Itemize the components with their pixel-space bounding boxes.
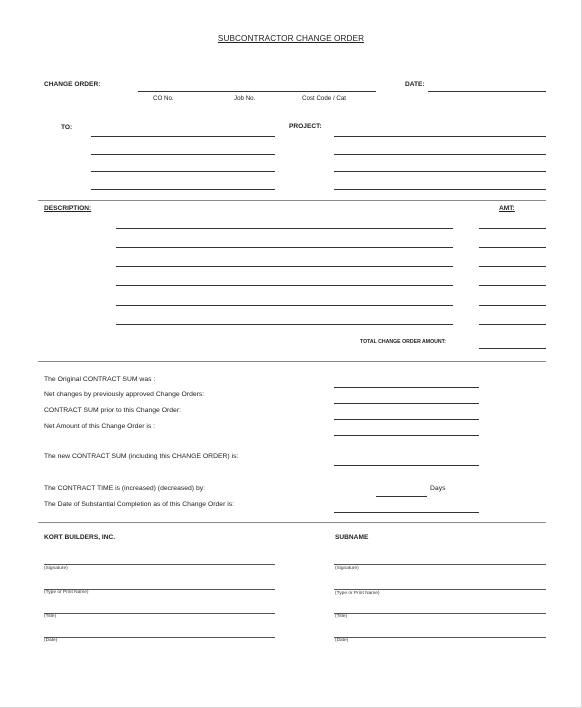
amount-line[interactable] (479, 305, 546, 306)
amt-label: AMT: (499, 205, 515, 212)
left-title-line[interactable] (44, 613, 275, 614)
right-name-caption: (Type or Print Name) (335, 591, 380, 596)
contract-time-field[interactable] (376, 496, 427, 497)
right-title-caption: (Title) (335, 614, 348, 619)
amount-line[interactable] (479, 247, 546, 248)
description-line[interactable] (116, 324, 453, 325)
net-amount-label: Net Amount of this Change Order is : (44, 423, 156, 430)
contract-time-label: The CONTRACT TIME is (increased) (decreased) by: (44, 485, 206, 492)
to-line-1[interactable] (91, 136, 275, 137)
project-line-1[interactable] (334, 136, 546, 137)
left-date-caption: (Date) (44, 638, 58, 643)
to-line-2[interactable] (91, 154, 275, 155)
cost-code-caption: Cost Code / Cat (302, 95, 347, 102)
left-company-name: KORT BUILDERS, INC. (44, 534, 116, 541)
net-amount-field[interactable] (334, 435, 479, 436)
date-label: DATE: (405, 81, 425, 88)
original-sum-label: The Original CONTRACT SUM was : (44, 376, 156, 383)
to-label: TO: (61, 124, 73, 131)
prior-sum-label: CONTRACT SUM prior to this Change Order: (44, 407, 181, 414)
new-sum-label: The new CONTRACT SUM (including this CHANGE ORDER) is: (44, 453, 239, 460)
left-name-caption: (Type or Print Name) (44, 590, 89, 595)
section-divider (38, 361, 546, 362)
right-title-line[interactable] (334, 613, 546, 614)
completion-date-label: The Date of Substantial Completion as of this Change Order is: (44, 501, 235, 508)
left-date-line[interactable] (44, 637, 275, 638)
net-changes-field[interactable] (334, 403, 479, 404)
total-amount-line[interactable] (479, 348, 546, 349)
description-line[interactable] (116, 305, 453, 306)
co-no-caption: CO No. (153, 95, 174, 102)
left-title-caption: (Title) (44, 614, 57, 619)
right-signature-line[interactable] (334, 564, 546, 565)
amount-line[interactable] (479, 324, 546, 325)
description-line[interactable] (116, 266, 453, 267)
description-label: DESCRIPTION: (44, 205, 92, 212)
change-order-label: CHANGE ORDER: (44, 81, 101, 88)
amount-line[interactable] (479, 285, 546, 286)
right-date-caption: (Date) (335, 638, 349, 643)
completion-date-field[interactable] (334, 512, 479, 513)
section-divider (38, 200, 546, 201)
amount-line[interactable] (479, 228, 546, 229)
project-line-2[interactable] (334, 154, 546, 155)
description-line[interactable] (116, 228, 453, 229)
right-signature-caption: (Signature) (335, 566, 359, 571)
left-signature-caption: (Signature) (44, 566, 68, 571)
date-field[interactable] (428, 91, 546, 92)
project-line-3[interactable] (334, 171, 546, 172)
right-name-line[interactable] (334, 589, 546, 590)
prior-sum-field[interactable] (334, 419, 479, 420)
new-sum-field[interactable] (334, 465, 479, 466)
right-date-line[interactable] (334, 637, 546, 638)
to-line-3[interactable] (91, 171, 275, 172)
total-amount-label: TOTAL CHANGE ORDER AMOUNT: (360, 339, 446, 345)
to-line-4[interactable] (91, 189, 275, 190)
right-company-name: SUBNAME (335, 534, 369, 541)
change-order-field[interactable] (138, 91, 376, 92)
left-signature-line[interactable] (44, 564, 275, 565)
description-line[interactable] (116, 285, 453, 286)
amount-line[interactable] (479, 266, 546, 267)
form-title: SUBCONTRACTOR CHANGE ORDER (217, 34, 365, 43)
net-changes-label: Net changes by previously approved Change Orders: (44, 391, 205, 398)
description-line[interactable] (116, 247, 453, 248)
section-divider (38, 522, 546, 523)
days-label: Days (430, 485, 446, 492)
project-label: PROJECT: (289, 123, 322, 130)
job-no-caption: Job No. (234, 95, 256, 102)
original-sum-field[interactable] (334, 387, 479, 388)
project-line-4[interactable] (334, 189, 546, 190)
